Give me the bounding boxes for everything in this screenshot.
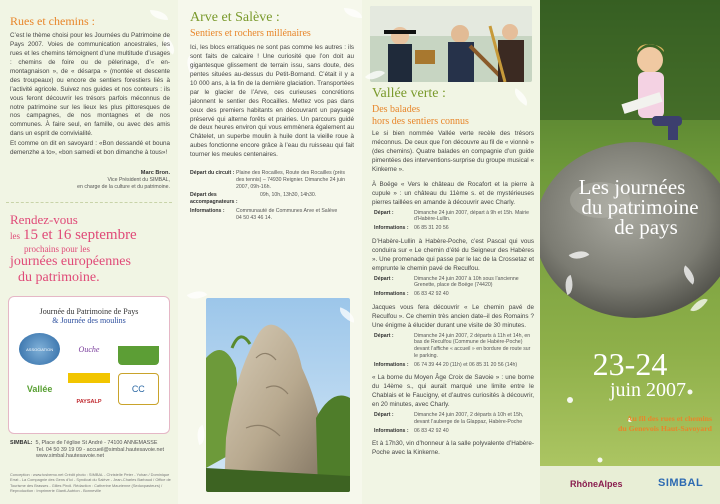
cover-footer <box>540 466 720 504</box>
rock-illustration <box>206 298 350 492</box>
simbal-label: SIMBAL: <box>10 440 33 446</box>
info-label: Départ : <box>374 332 394 339</box>
cover-tagline-1: Au fil des rues et chemins <box>626 414 712 423</box>
info-depart-accompagnateurs <box>190 192 354 206</box>
logo-ouche: Ouche <box>78 344 100 354</box>
cover-date-days: 23-24 <box>592 346 668 382</box>
signature-role: Vice Président du SIMBAL, en charge de la culture et du patrimoine. <box>77 177 170 191</box>
simbal-contact <box>10 440 172 459</box>
rdv-line2: les <box>10 231 20 241</box>
vallee-body-5: « La borne du Moyen Âge Croix de Savoie » : une borne du 14ème s., qui aurait marqué une limite entre le Chablais et le Faucigny, et d’autres curiosités à découvrir, en 20 minutes, avec Charly. <box>372 374 534 409</box>
info-label: Départ du circuit : <box>190 170 235 176</box>
panel-vallee-verte <box>362 0 540 504</box>
vallee-body-2: À Boëge « Vers le château de Rocafort et la pierre à cupule » : un château du 11ème s. et de mystérieuses pierres taillées en amande à découvrir avec Charly. <box>372 180 534 206</box>
rdv-line5: du patrimoine. <box>18 270 100 285</box>
logo-association: ASSOCIATION <box>19 333 60 365</box>
logo-simbal: SIMBAL <box>658 477 704 489</box>
vallee-info-3 <box>372 333 534 369</box>
musicians-photo <box>370 6 532 82</box>
leaf-decoration <box>187 286 208 304</box>
info-label: Informations : <box>374 225 409 231</box>
cover-title-line3: de pays <box>614 214 678 239</box>
info-label: Informations : <box>374 291 409 297</box>
vallee-body-4: Jacques vous fera découvrir « Le chemin pavé de Reculfou ». Ce chemin très ancien date–il des Romains ? Une énigme à élucider durant une visite de 30 minutes. <box>372 303 534 329</box>
cover-title-line2: du patrimoine <box>581 194 699 219</box>
vallee-body-6: Et à 17h30, vin d’honneur à la salle polyvalente d’Habère-Poche avec la Kinkerne. <box>372 440 534 457</box>
info-depart-circuit <box>190 170 354 190</box>
leaf-decoration <box>344 8 362 18</box>
arve-info <box>190 168 354 221</box>
rdv-line3: prochains pour les <box>24 244 90 254</box>
cover-title-line1: Les journées <box>578 175 686 199</box>
logo-title-2: & Journée des moulins <box>52 316 126 325</box>
arve-title: Arve et Salève : <box>190 10 280 25</box>
info-label: Départ des accompagnateurs : <box>190 192 238 205</box>
simbal-tel[interactable]: Tel. 04 50 39 19 09 - accueil@simbal.hautesavoie.net <box>36 447 165 454</box>
logo-cc: CC <box>118 373 159 405</box>
info-value: 06 83 42 92 40 <box>414 291 449 297</box>
rdv-dates: 15 et 16 septembre <box>23 227 137 243</box>
info-label: Informations : <box>374 361 409 368</box>
rdv-line4: journées européennes <box>10 254 131 269</box>
vallee-subtitle-2: hors des sentiers connus <box>372 116 469 127</box>
vallee-body-1: Le si bien nommée Vallée verte recèle des trésors méconnus. De ceux que l’on découvre au fil de « vionnè » (des chemins). Quatre balades en compagnie d’un guide pimentées des interventions-surprise du groupe musical « Kinkerne ». <box>372 130 534 173</box>
simbal-address: 5, Place de l’église St André - 74100 ANNEMASSE <box>35 440 158 446</box>
vallee-subtitle-1: Des balades <box>372 104 421 115</box>
rues-title: Rues et chemins : <box>10 14 95 28</box>
info-label: Départ : <box>374 275 394 282</box>
logo-paysalp: PAYSALP <box>68 373 109 405</box>
rdv-line1: Rendez-vous <box>10 212 78 227</box>
info-value: 06 85 31 20 56 <box>414 225 449 231</box>
info-value: Dimanche 24 juin 2007, 2 départs à 10h et 15h, devant l’auberge de la Glappaz, Habère-Poche <box>414 412 524 425</box>
vallee-body-3: D’Habère-Lullin à Habère-Poche, c’est Pascal qui vous conduira sur « Le chemin d’été du Seigneur des Habères ». Une promenade qui passe par le lac de la Crossetaz et emprunte le chemin pavé de Reculfou. <box>372 237 534 272</box>
cover-date <box>540 348 720 401</box>
info-label: Informations : <box>374 427 409 434</box>
info-value: Dimanche 24 juin 2007 à 10h sous l’ancienne Grenette, place de Boëge (74420) <box>414 275 519 289</box>
vallee-content <box>372 130 534 458</box>
leaf-decoration <box>150 10 168 20</box>
musicians-illustration <box>370 6 532 82</box>
info-informations <box>190 208 354 222</box>
arve-body: Ici, les blocs erratiques ne sont pas comme les autres : ils sont faits de calcaire ! Une curiosité que l’on doit au gigantesque glissement de terrain issu, sans doute, des pentes situées au-dessus du Petit-Bornand. C’était il y a 10 000 ans, à la fin de la dernière glaciation. Transportées par le glacier de l’Arve, ces curieuses concrétions jalonnent le sentier des Rocailles. Mettez vos pas dans ceux des premiers habitants en découvrant un paysage préservé qui alterne forêts et prairies. Un parcours guidé de deux heures environ qui vous emmènera également au Châtelet, un superbe moulin à huile dont la vieille roue à aubes fonctionne encore grâce à l’eau du ruisseau qui fait tourner les meules centenaires. <box>190 44 354 159</box>
info-label: Départ : <box>374 209 394 216</box>
arve-subtitle: Sentiers et rochers millénaires <box>190 28 311 39</box>
logo-vallee: Vallée <box>26 384 53 394</box>
credits: Conception : www.tcsbemo.net Crédit photo : SIMBAL - Christelle Peter - Yohan / Dominique Errat - La Compagnie des Gens d’Ici - Syndicat du Salève - Jean-Charles Barbaud / Office de Tourisme des Brasses - Gilles Piroli. Rédaction : Catherine Maurienne (Seduxpasteurs) / Reproduction : Imprimerie Gianti-Autrion - Bonneville <box>10 472 171 493</box>
logos-box <box>8 296 170 434</box>
rues-body: C’est le thème choisi pour les Journées du Patrimoine de Pays 2007. Voies de communication ancestrales, les rues et les chemins témoignent d’une multitude d’usages : chemins de foire ou de pèlerinage, d’« en-montagnaison », de « désarpa » (montée et descente des troupeaux) ou encore de sentiers forestiers liés à l’activité agricole. Suivez nos guides et nos conteurs : ils vous feront découvrir les trésors parfois méconnus de notre patrimoine sur les lieux les plus pittoresques de nos campagnes, de nos montagnes et de nos communes. À faire seul, en famille, ou avec des amis dans un esprit de convivialité. <box>10 32 170 138</box>
logo-mountains <box>118 333 159 365</box>
logo-title-1: Journée du Patrimoine de Pays <box>39 307 139 316</box>
panel-arve-et-saleve <box>178 0 362 504</box>
panel-rues-et-chemins <box>0 0 178 504</box>
info-label: Départ : <box>374 412 394 419</box>
vallee-info-1 <box>372 210 534 232</box>
info-value: Dimanche 24 juin 2007, 2 départs à 11h et 14h, en bas de Reculfou (Commune de Habère-Poche) devant l’affiche « accueil » en bordure de route sur le parking. <box>414 332 531 359</box>
vallee-info-4 <box>372 412 534 434</box>
leaf-decoration <box>511 88 532 106</box>
logo-grid <box>9 325 169 413</box>
simbal-web[interactable]: www.simbal.hautesavoie.net <box>36 453 105 460</box>
panel-cover <box>540 0 720 504</box>
vallee-title: Vallée verte : <box>372 86 446 101</box>
info-value: 09h, 10h, 13h30, 14h30. <box>260 192 317 199</box>
info-value: 06 83 42 92 40 <box>414 427 449 434</box>
cover-title <box>550 175 714 239</box>
info-value: Dimanche 24 juin 2007, départ à 9h et 15h. Mairie d’Habère-Lullin. <box>414 209 530 223</box>
info-label: Informations : <box>190 207 225 214</box>
divider <box>6 202 172 203</box>
info-value: Plaine des Rocailles, Route des Rocailles (près des tennis) – 74930 Reignier. Dimanche 24 juin 2007, 09h-16h. <box>236 170 346 190</box>
info-value: 06 74 39 44 20 (11h) et 06 85 31 20 56 (14h) <box>414 361 518 368</box>
signature-name: Marc Bron. <box>140 170 170 176</box>
cover-date-month: juin 2007 <box>609 379 687 401</box>
cover-tagline-2: du Genevois Haut-Savoyard <box>617 424 712 434</box>
info-value: Communauté de Communes Arve et Salève 04 50 43 46 14. <box>236 207 338 221</box>
vallee-info-2 <box>372 276 534 298</box>
rock-photo <box>206 298 350 492</box>
cover-tagline <box>540 414 720 434</box>
logo-rhonealpes: RhôneAlpes <box>570 479 623 489</box>
rues-body-2: Et comme on dit en savoyard : «Bon dessandé et bouna demenzhe a to», «bon samedi et bon dimanche à tous»! <box>10 140 170 156</box>
rendez-vous-block <box>10 212 170 286</box>
